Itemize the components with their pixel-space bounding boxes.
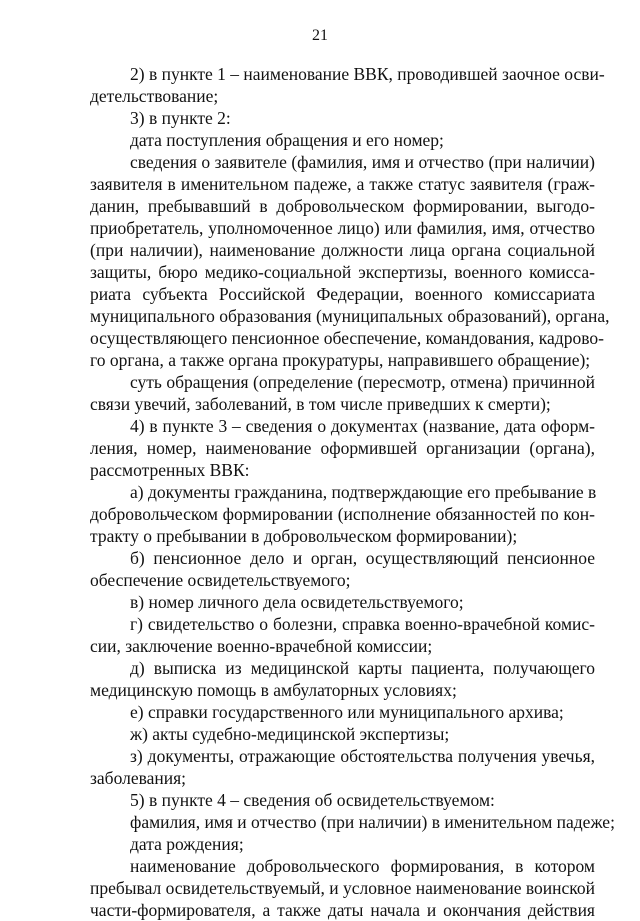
text-line: сии, заключение военно-врачебной комиссии; [90,636,433,656]
text-line: наименование добровольческого формирования, в котором [130,856,595,876]
text-line: г) свидетельство о болезни, справка военно-врачебной комис- [130,614,595,634]
text-line: части-формирователя, а также даты начала и окончания действия [90,900,595,920]
text-line: пребывал освидетельствуемый, и условное наименование воинской [90,878,596,898]
text-line: медицинскую помощь в амбулаторных условиях; [90,680,457,700]
text-line: д) выписка из медицинской карты пациента, получающего [130,658,595,678]
text-line: дата рождения; [130,834,244,854]
text-line: осуществляющего пенсионное обеспечение, командования, кадрово- [90,328,604,348]
text-line: (при наличии), наименование должности лица органа социальной [90,240,595,260]
text-line: данин, пребывавший в добровольческом формировании, выгодо- [90,196,595,216]
text-line: рассмотренных ВВК: [90,460,250,480]
text-line: риата субъекта Российской Федерации, военного комиссариата [90,284,595,304]
text-line: обеспечение освидетельствуемого; [90,570,351,590]
text-line: а) документы гражданина, подтверждающие его пребывание в [130,482,597,502]
page-number: 21 [312,27,328,44]
text-line: заявителя в именительном падеже, а также статус заявителя (граж- [90,174,595,194]
text-line: суть обращения (определение (пересмотр, отмена) причинной [130,372,595,392]
text-line: дата поступления обращения и его номер; [130,130,444,150]
text-line: в) номер личного дела освидетельствуемого; [130,592,464,612]
text-line: го органа, а также органа прокуратуры, направившего обращение); [90,350,591,370]
body-text [90,63,615,921]
text-line: ж) акты судебно-медицинской экспертизы; [130,724,450,744]
text-line: связи увечий, заболеваний, в том числе приведших к смерти); [90,394,551,414]
text-line: 3) в пункте 2: [130,108,231,128]
text-line: фамилия, имя и отчество (при наличии) в именительном падеже; [130,812,615,832]
text-line: сведения о заявителе (фамилия, имя и отчество (при наличии) [130,152,595,172]
text-line: детельствование; [90,86,219,106]
text-line: добровольческом формировании (исполнение обязанностей по кон- [90,504,595,524]
text-line: з) документы, отражающие обстоятельства получения увечья, [130,746,595,766]
text-line: защиты, бюро медико-социальной экспертизы, военного комисса- [90,262,595,282]
text-line: заболевания; [90,768,187,788]
text-line: муниципального образования (муниципальных образований), органа, [90,306,610,326]
text-line: ления, номер, наименование оформившей организации (органа), [90,438,595,458]
text-line: 5) в пункте 4 – сведения об освидетельствуемом: [130,790,495,810]
text-line: тракту о пребывании в добровольческом формировании); [90,526,518,546]
text-line: б) пенсионное дело и орган, осуществляющий пенсионное [130,548,595,568]
text-line: е) справки государственного или муниципального архива; [130,702,564,722]
text-line: 4) в пункте 3 – сведения о документах (название, дата оформ- [130,416,595,436]
text-line: приобретатель, уполномоченное лицо) или фамилия, имя, отчество [90,218,595,238]
text-line: 2) в пункте 1 – наименование ВВК, проводившей заочное осви- [130,64,605,84]
